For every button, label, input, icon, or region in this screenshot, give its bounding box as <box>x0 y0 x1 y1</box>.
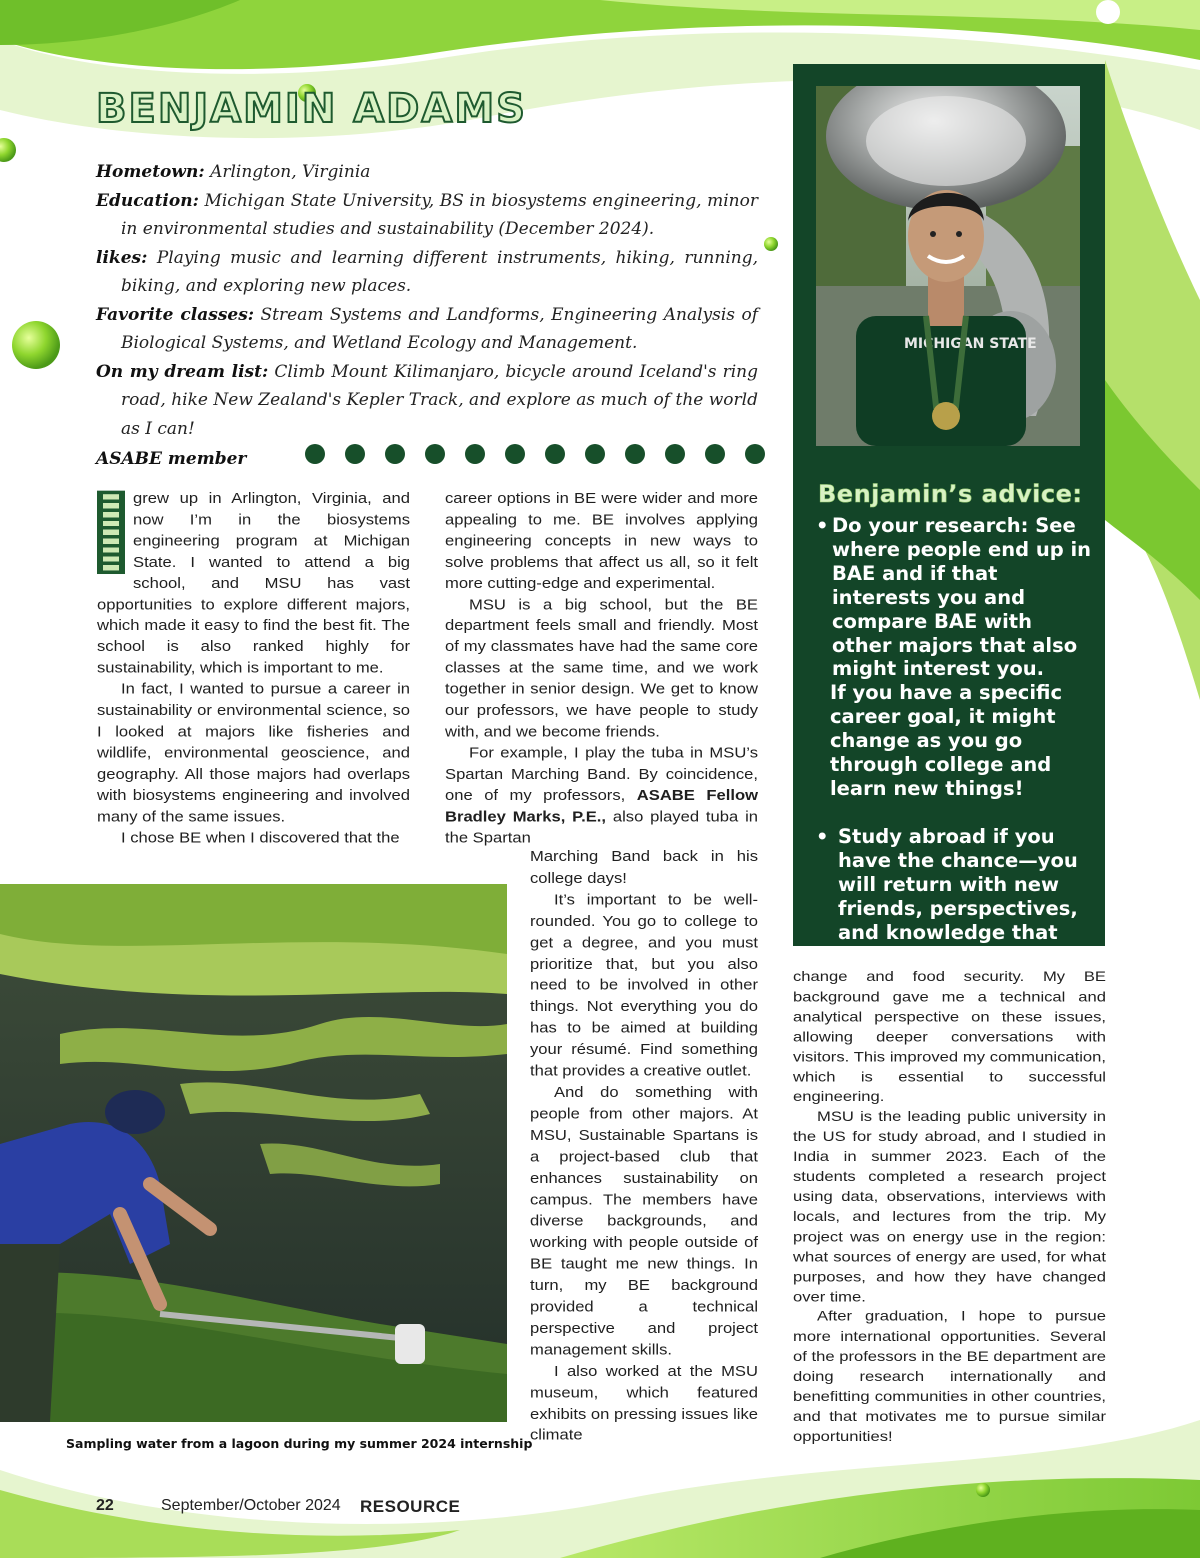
dot-divider <box>305 444 765 464</box>
hometown-label: Hometown: <box>96 162 205 182</box>
article-column-2-continued <box>530 846 758 1446</box>
education-label: Education: <box>96 190 199 211</box>
water-sampling-image <box>0 884 507 1422</box>
article-paragraph: I chose BE when I discovered that the <box>121 828 400 846</box>
portrait-photo <box>816 86 1080 446</box>
classes-row <box>96 301 758 358</box>
education-value: Michigan State University, BS in biosystems engineering, minor in environmental studies and sustainability (December 2024). <box>121 190 758 239</box>
article-paragraph: grew up in Arlington, Virginia, and now I’m in the biosystems engineering program at Michigan State. I wanted to attend a big school, and MSU has vast opportunities to explore different majors, which made it easy to find the best fit. The school is also ranked highly for sustainability, which is important to me. <box>97 489 410 677</box>
advice-list <box>816 514 1098 968</box>
likes-label: likes: <box>96 247 148 268</box>
article-column-2 <box>445 488 758 848</box>
article-paragraph: After graduation, I hope to pursue more international opportunities. Several of the professors in the BE department are doing research internationally and benefitting communities in other countries, and that motivates me to pursue similar opportunities! <box>793 1308 1106 1445</box>
classes-value: Stream Systems and Landforms, Engineering Analysis of Biological Systems, and Wetland Ecology and Management. <box>121 304 758 353</box>
magazine-name: RESOURCE <box>360 1497 461 1516</box>
article-paragraph: career options in BE were wider and more appealing to me. BE involves applying engineering concepts in new ways to solve problems that affect us all, so it felt more cutting-edge and experimental. <box>445 489 758 592</box>
advice-title: Benjamin’s advice: <box>818 480 1083 508</box>
education-row <box>96 187 758 244</box>
article-column-1 <box>97 488 410 848</box>
article-column-3 <box>793 967 1106 1447</box>
article-paragraph: For example, I play the tuba in MSU’s Spartan Marching Band. By coincidence, one of my professors, ASABE Fellow Bradley Marks, P.E., also played tuba in the Spartan <box>445 744 758 846</box>
dream-label: On my dream list: <box>96 361 269 382</box>
profile-name: BENJAMIN ADAMS <box>96 86 527 132</box>
page-number: 22 <box>96 1497 114 1514</box>
dream-row <box>96 358 758 444</box>
article-paragraph: And do something with people from other majors. At MSU, Sustainable Spartans is a project-based club that enhances sustainability on campus. The members have diverse backgrounds, and working with people outside of BE taught me new things. In turn, my BE background provided a technical perspective and project management skills. <box>530 1083 758 1358</box>
drop-cap <box>97 491 125 574</box>
dream-value: Climb Mount Kilimanjaro, bicycle around Iceland's ring road, hike New Zealand's Kepler Track, and explore as much of the world as I can! <box>121 361 759 439</box>
article-paragraph: It’s important to be well-rounded. You go to college to get a degree, and you must prioritize that, but you also need to be involved in other things. Not everything you do has to be aimed at building your résumé. Find something that provides a creative outlet. <box>530 890 758 1080</box>
article-paragraph: I also worked at the MSU museum, which featured exhibits on pressing issues like climate <box>530 1362 758 1444</box>
issue-date: September/October 2024 <box>161 1497 341 1514</box>
advice-item: • Study abroad if you have the chance—you will return with new friends, perspectives, and knowledge that you can’t get at home. <box>816 825 1098 968</box>
advice-item: • Do your research: See where people end up in BAE and if that interests you and compare BAE with other majors that also might interest you. If you have a specific career goal, it might change as you go through college and learn new things! <box>816 514 1098 801</box>
advice-item-continued: If you have a specific career goal, it might change as you go through college and learn new things! <box>830 681 1063 800</box>
fellow-name: ASABE Fellow Bradley Marks, P.E., <box>445 786 758 825</box>
lagoon-photo <box>0 884 507 1422</box>
article-paragraph: In fact, I wanted to pursue a career in sustainability or environmental science, so I looked at majors like fisheries and wildlife, environmental geoscience, and geography. All those majors had overlaps with biosystems engineering and involved many of the same issues. <box>97 680 410 825</box>
likes-value: Playing music and learning different instruments, hiking, running, biking, and exploring new places. <box>121 247 759 296</box>
likes-row <box>96 244 758 301</box>
svg-text:MICHIGAN STATE: MICHIGAN STATE <box>904 336 1037 352</box>
membership: ASABE member <box>96 449 247 469</box>
tuba-portrait-image <box>816 86 1080 446</box>
article-paragraph: MSU is a big school, but the BE department feels small and friendly. Most of my classmates have had the same core classes at the same time, and we work together in senior design. We get to know our professors, we have people to study with, and we become friends. <box>445 595 758 740</box>
classes-label: Favorite classes: <box>96 304 255 325</box>
photo-caption: Sampling water from a lagoon during my summer 2024 internship <box>66 1436 533 1451</box>
hometown-row <box>96 158 758 187</box>
profile-facts <box>96 158 758 474</box>
article-paragraph: Marching Band back in his college days! <box>530 847 758 887</box>
hometown-value: Arlington, Virginia <box>210 162 371 182</box>
article-paragraph: MSU is the leading public university in the US for study abroad, and I studied in India in summer 2023. Each of the students completed a research project using data, observations, interviews with locals, and lectures from the trip. My project was on energy use in the region: what sources of energy are used, for what purposes, and how they have changed over time. <box>793 1108 1106 1305</box>
article-paragraph: change and food security. My BE background gave me a technical and analytical perspective on these issues, allowing deeper conversations with visitors. This improved my communication, which is essential to successful engineering. <box>793 968 1106 1105</box>
